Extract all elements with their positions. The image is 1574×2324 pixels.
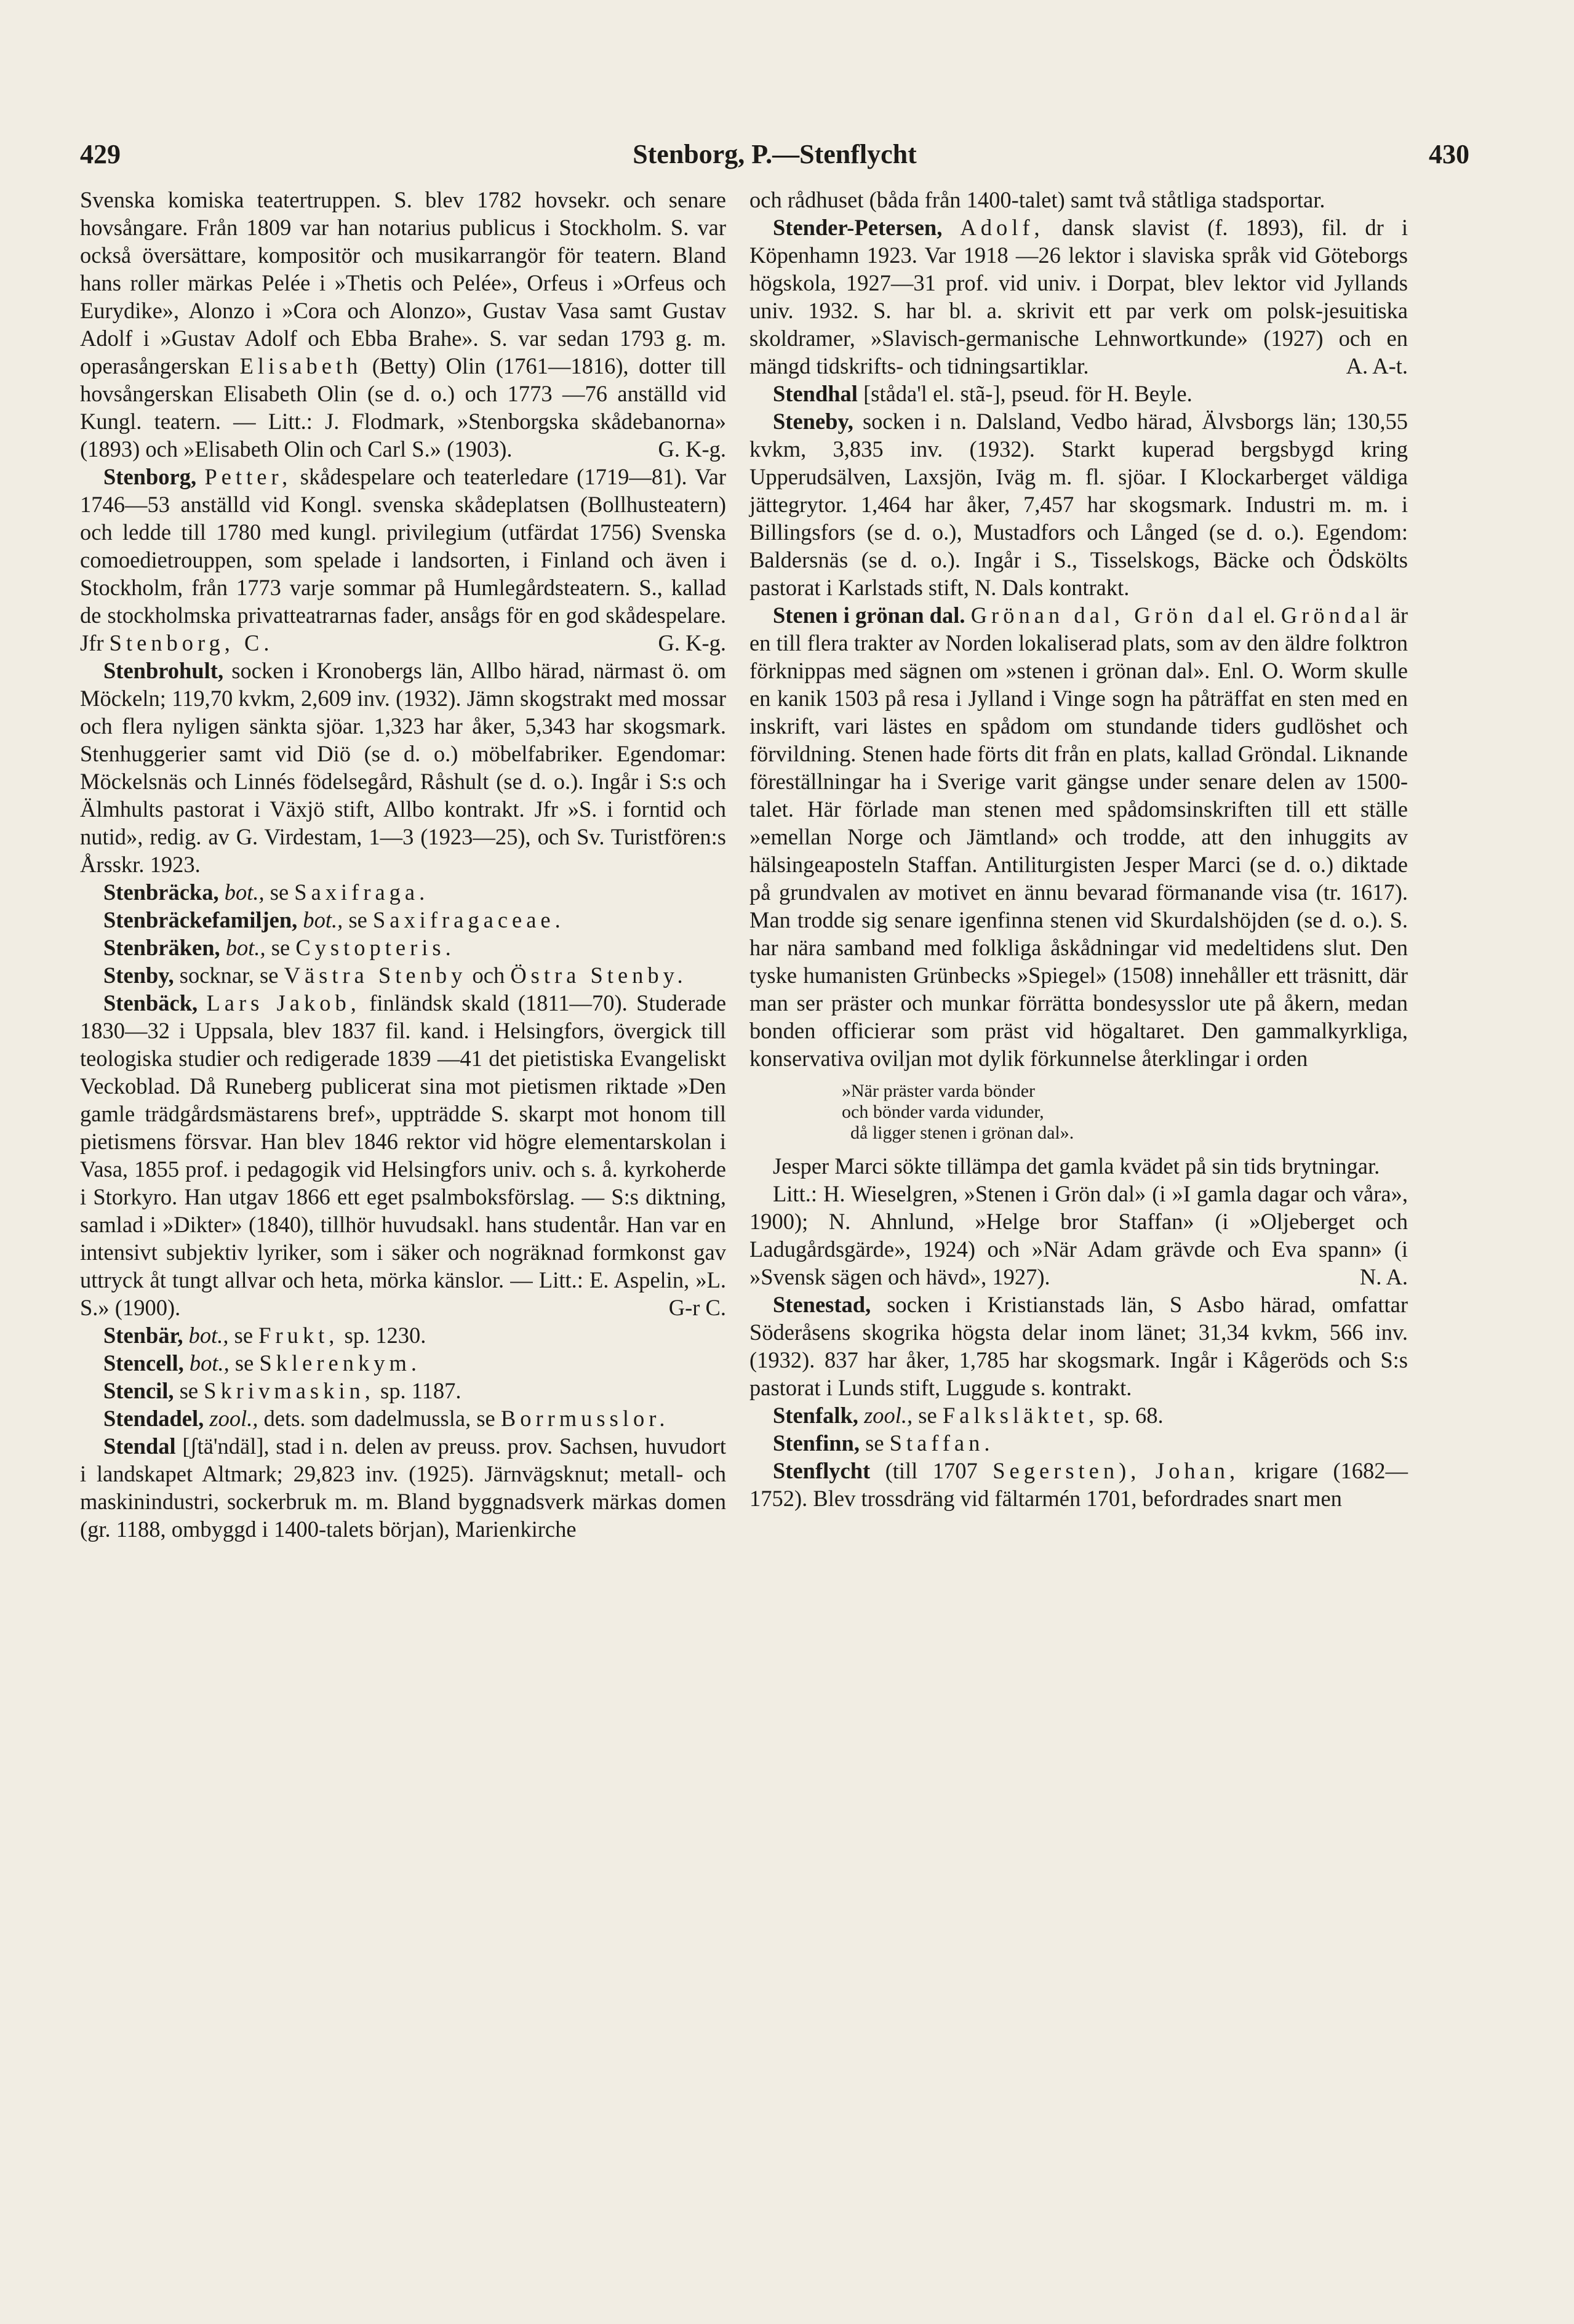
entry-stenestad: Stenestad, socken i Kristianstads län, S Asbo härad, omfattar Söderåsens skogrika högsta delar inom länet; 31,34 kvkm, 566 inv. (1932). 837 har åker, 1,785 har skogsmark. Ingår i Kågeröds och S:s pastorat i Lunds stift, Luggude s. kontrakt. <box>749 1292 1408 1400</box>
entry-stenbracka: Stenbräcka, bot., se Saxifraga. <box>103 880 429 905</box>
entry-stenbrackefamiljen: Stenbräckefamiljen, bot., se Saxifragaceae. <box>103 907 565 932</box>
entry-stenback: Stenbäck, Lars Jakob, finländsk skald (1811—70). Studerade 1830—32 i Uppsala, blev 1837 fil. kand. i Helsingfors, övergick till teologiska studier och redigerade 1839 —41 det pietistiska Evangeliskt Veckoblad. Då Runeberg publicerat sina mot pietismen riktade »Den gamle trädgårdsmästarens bref», uppträdde S. skarpt mot honom till pietismens försvar. Han blev 1846 rektor vid högre elementarskolan i Vasa, 1855 prof. i pedagogik vid Helsingfors univ. och s. å. kyrkoherde i Storkyro. Han utgav 1866 ett eget psalmboksförslag. — S:s diktning, samlad i »Dikter» (1840), tillhör huvudsakl. hans studentår. Han var en intensivt subjektiv lyriker, som i säker och nogräknad formkonst gav uttryck åt tungt allvar och heta, mörka känslor. — Litt.: E. Aspelin, »L. S.» (1900). G-r C. <box>80 990 727 1320</box>
entry-literature: Litt.: H. Wieselgren, »Stenen i Grön dal» (i »I gamla dagar och våra», 1900); N. Ahnlund, »Helge bror Staffan» (i »Oljeberget och Ladugårdsgärde», 1924) och »När Adam grävde och Eva spann» (i »Svensk sägen och hävd», 1927). N. A. <box>749 1181 1408 1289</box>
entry-paragraph: Jesper Marci sökte tillämpa det gamla kvädet på sin tids brytningar. <box>773 1153 1380 1179</box>
entry-stenbrohult: Stenbrohult, socken i Kronobergs län, Allbo härad, närmast ö. om Möckeln; 119,70 kvkm, 2,609 inv. (1932). Jämn skogstrakt med mossar och flera nyligen sänkta sjöar. 1,323 har åker, 5,343 har skogsmark. Stenhuggerier samt vid Diö (se d. o.) möbelfabriker. Egendomar: Möckelsnäs och Linnés födelsegård, Råshult (se d. o.). Ingår i S:s och Älmhults pastorat i Växjö stift, Allbo kontrakt. Jfr »S. i forntid och nutid», redig. av G. Virdestam, 1—3 (1923—25), och Sv. Turistfören:s Årsskr. 1923. <box>80 658 727 877</box>
entry-stenfinn: Stenfinn, se Staffan. <box>773 1430 994 1456</box>
entry-stendhal: Stendhal [ståda'l el. stã-], pseud. för H. Beyle. <box>773 381 1192 406</box>
entry-stenen-i-gronan-dal: Stenen i grönan dal. Grönan dal, Grön dal el. Gröndal är en till flera trakter av Norden lokaliserad plats, som av den äldre folktron förknippas med sägnen om »stenen i grönan dal». Enl. O. Worm skulle en kanik 1503 på resa i Jylland i Vinge sogn ha påträffat en sten med en inskrift, vari lästes en spådom om stundande tiders gudlöshet och förvildning. Stenen hade förts dit från en plats, kallad Gröndal. Liknande föreställningar ha i Sverige varit gängse under senare delen av 1500-talet. Här förlade man stenen med spådomsinskriften till ett ställe »emellan Norge och Jämtland» och trodde, att den inhuggits av hälsingeaposteln Staffan. Antiliturgisten Jesper Marci (se d. o.) diktade på grundvalen av motivet en ännu bevarad förmanande visa (tr. 1617). Man trodde sig senare igenfinna stenen vid Skurdalshöjden (se d. o.). S. har nära samband med folkliga åskådningar vid medeltidens slut. Den tyske humanisten Grünbecks »Spiegel» (1508) innehåller ett träsnitt, där man ser präster och munkar förrätta bondesysslor ute på åkern, medan bonden officierar som präst vid högaltaret. Den gammalkyrkliga, konservativa oviljan mot dylik förkunnelse återklingar i orden <box>749 603 1408 1071</box>
entry-steneby: Steneby, socken i n. Dalsland, Vedbo härad, Älvsborgs län; 130,55 kvkm, 3,835 inv. (1932). Starkt kuperad bergsbygd kring Upperudsälven, Laxsjön, Iväg m. fl. sjöar. I Klockarberget väldiga jättegrytor. 1,464 har åker, 7,457 har skogsmark. Industri m. m. i Billingsfors (se d. o.), Mustadfors och Långed (se d. o.). Egendom: Baldersnäs (se d. o.). Ingår i S., Tisselskogs, Bäcke och Ödskölts pastorat i Karlstads stift, N. Dals kontrakt. <box>749 409 1408 600</box>
entry-stencell: Stencell, bot., se Sklerenkym. <box>103 1350 421 1376</box>
entry-continuation-right: och rådhuset (båda från 1400-talet) samt två ståtliga stadsportar. <box>749 187 1325 212</box>
entry-stenbar: Stenbär, bot., se Frukt, sp. 1230. <box>103 1323 426 1348</box>
entry-continuation: Svenska komiska teatertruppen. S. blev 1782 hovsekr. och senare hovsångare. Från 1809 var han notarius publicus i Stockholm. S. var också översättare, kompositör och musikarrangör för teatern. Bland hans roller märkas Pelée i »Thetis och Pelée», Orfeus i »Orfeus och Eurydike», Alonzo i »Cora och Alonzo», Gustav Vasa samt Gustav Adolf i »Gustav Adolf och Ebba Brahe». S. var sedan 1793 g. m. operasångerskan Elisabeth (Betty) Olin (1761—1816), dotter till hovsångerskan Elisabeth Olin (se d. o.) och 1773 —76 anställd vid Kungl. teatern. — Litt.: J. Flodmark, »Stenborgska skådebanorna» (1893) och »Elisabeth Olin och Carl S.» (1903). G. K-g. <box>80 187 727 462</box>
right-column <box>749 186 1408 1512</box>
entry-stencil: Stencil, se Skrivmaskin, sp. 1187. <box>103 1378 461 1403</box>
verse-quote: »När präster varda bönder och bönder varda vidunder, då ligger stenen i grönan dal». <box>842 1081 1074 1143</box>
entry-stendadel: Stendadel, zool., dets. som dadelmussla, se Borrmusslor. <box>103 1406 669 1431</box>
entry-stenfalk: Stenfalk, zool., se Falksläktet, sp. 68. <box>773 1403 1164 1428</box>
entry-stenborg-petter: Stenborg, Petter, skådespelare och teaterledare (1719—81). Var 1746—53 anställd vid Kongl. svenska skådeplatsen (Bollhusteatern) och ledde till 1780 med kungl. privilegium (utfärdat 1756) Svenska comoedietrouppen, som spelade i landsorten, i Finland och även i Stockholm, från 1773 varje sommar på Humlegårdsteatern. S., kallad de stockholmska privatteatrarnas fader, ansågs för en god skådespelare. Jfr Stenborg, C. G. K-g. <box>80 464 727 655</box>
page-number-right: 430 <box>1429 139 1469 169</box>
entry-stenbraken: Stenbräken, bot., se Cystopteris. <box>103 935 455 960</box>
page-header <box>80 138 1469 182</box>
entry-stender-petersen: Stender-Petersen, Adolf, dansk slavist (f. 1893), fil. dr i Köpenhamn 1923. Var 1918 —26 lektor i slaviska språk vid Göteborgs högskola, 1927—31 prof. vid univ. i Dorpat, blev lektor vid Jyllands univ. 1932. S. har bl. a. skrivit ett par verk om polsk-jesuitiska skoldramer, »Slavisch-germanische Lehnwortkunde» (1927) och en mängd tidskrifts- och tidningsartiklar. A. A-t. <box>749 215 1408 379</box>
entry-stenby: Stenby, socknar, se Västra Stenby och Östra Stenby. <box>103 963 687 988</box>
page-number-left: 429 <box>80 139 121 169</box>
running-title: Stenborg, P.—Stenflycht <box>633 139 917 169</box>
entry-stenflycht: Stenflycht (till 1707 Segersten), Johan, krigare (1682—1752). Blev trossdräng vid fältarmén 1701, befordrades snart men <box>749 1458 1408 1511</box>
left-column <box>80 186 726 1543</box>
entry-stendal: Stendal [ʃtä'ndäl], stad i n. delen av preuss. prov. Sachsen, huvudort i landskapet Altmark; 29,823 inv. (1925). Järnvägsknut; metall- och maskinindustri, sockerbruk m. m. Bland byggnadsverk märkas domen (gr. 1188, ombyggd i 1400-talets början), Marienkirche <box>80 1433 727 1542</box>
